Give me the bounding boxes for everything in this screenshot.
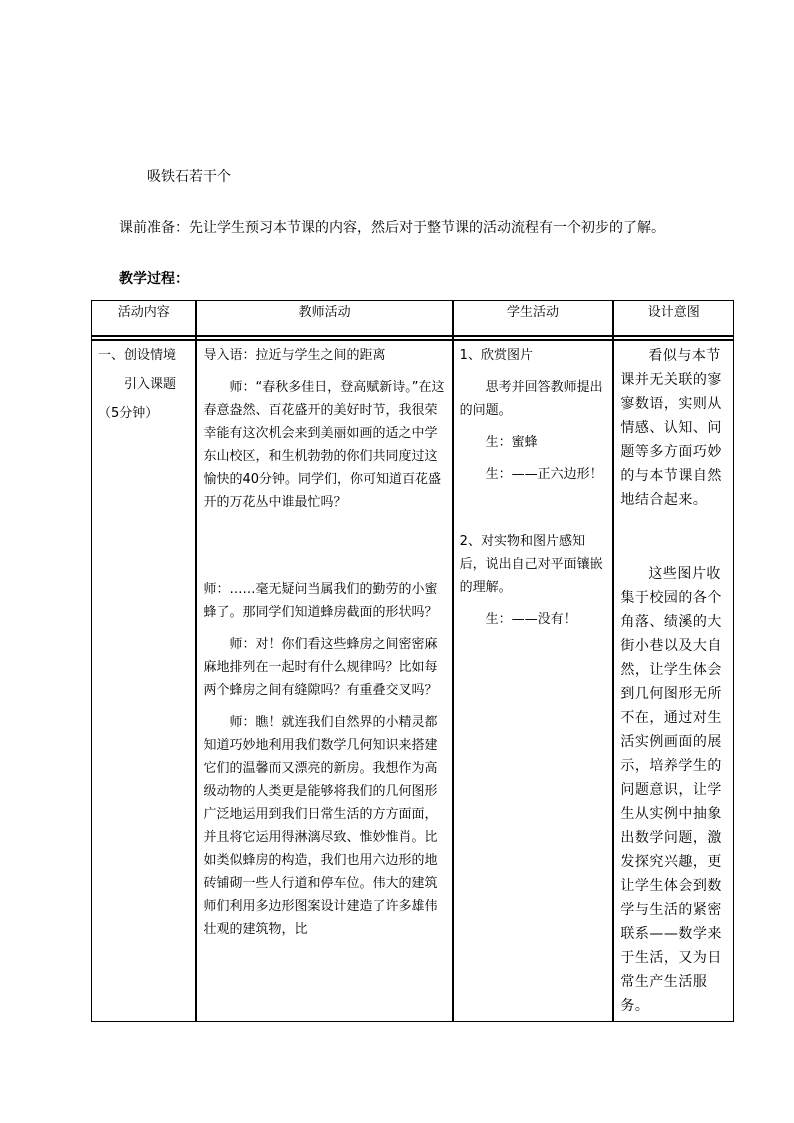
process-heading: 教学过程： (119, 271, 189, 287)
activity-subtitle: 引入课题 (124, 377, 177, 392)
teacher-paragraph: 师：对！你们看这些蜂房之间密密麻麻地排列在一起时有什么规律吗？比如每两个蜂房之间有缝隙吗？有重叠交叉吗？ (203, 637, 438, 698)
student-item: 生：蜜蜂 (485, 435, 538, 450)
teacher-paragraph: 师：……毫无疑问当属我们的勤劳的小蜜蜂了。那同学们知道蜂房截面的形状吗？ (203, 582, 438, 620)
header-design-intent: 设计意图 (613, 300, 734, 336)
student-activity-cell (453, 340, 614, 1022)
intent-paragraph: 看似与本节课并无关联的寥寥数语，实则从情感、认知、问题等多方面巧妙的与本节课自然地结合起来。 (620, 348, 722, 508)
student-item: 生：——没有！ (485, 612, 577, 627)
activity-duration: （5分钟） (98, 406, 159, 421)
teacher-activity-cell (196, 340, 452, 1022)
student-item: 思考并回答教师提出的问题。 (459, 380, 603, 418)
header-student-activity: 学生活动 (453, 300, 614, 336)
student-item: 2、对实物和图片感知后，说出自己对平面镶嵌的理解。 (459, 534, 603, 595)
preparation-line: 课前准备：先让学生预习本节课的内容，然后对于整节课的活动流程有一个初步的了解。 (119, 220, 665, 236)
teacher-paragraph: 师：瞧！就连我们自然界的小精灵都知道巧妙地利用我们数学几何知识来搭建它们的温馨而又漂亮的新房。我想作为高级动物的人类更是能够将我们的几何图形广泛地运用到我们日常生活的方方面面，并且将它运用得淋漓尽致、惟妙惟肖。比如类似蜂房的构造，我们也用六边形的地砖铺砌一些人行道和停车位。伟大的建筑师们利用多边形图案设计建造了许多雄伟壮观的建筑物，比 (203, 715, 438, 937)
lesson-plan-table (91, 300, 734, 1022)
activity-title: 一、创设情境 (98, 348, 177, 363)
student-item: 生：——正六边形！ (485, 467, 603, 482)
header-activity-content: 活动内容 (91, 300, 196, 336)
teacher-intro: 导入语：拉近与学生之间的距离 (203, 348, 386, 363)
table-row (91, 340, 734, 1022)
table-header-row (91, 300, 734, 336)
intent-paragraph: 这些图片收集于校园的各个角落、绩溪的大街小巷以及大自然，让学生体会到几何图形无所不在，通过对生活实例画面的展示，培养学生的问题意识，让学生从实例中抽象出数学问题，激发探究兴趣，更让学生体会到数学与生活的紧密联系——数学来于生活，又为日常生产生活服务。 (620, 566, 722, 1014)
activity-content-cell (91, 340, 196, 1022)
design-intent-cell (613, 340, 734, 1022)
student-item: 1、欣赏图片 (459, 348, 533, 363)
materials-line: 吸铁石若干个 (147, 169, 231, 185)
header-teacher-activity: 教师活动 (196, 300, 452, 336)
teacher-paragraph: 师：“春秋多佳日，登高赋新诗。”在这春意盎然、百花盛开的美好时节，我很荣幸能有这次机会来到美丽如画的适之中学东山校区，和生机勃勃的你们共同度过这愉快的40分钟。同学们，你可知道百花盛开的万花丛中谁最忙吗？ (203, 380, 445, 510)
